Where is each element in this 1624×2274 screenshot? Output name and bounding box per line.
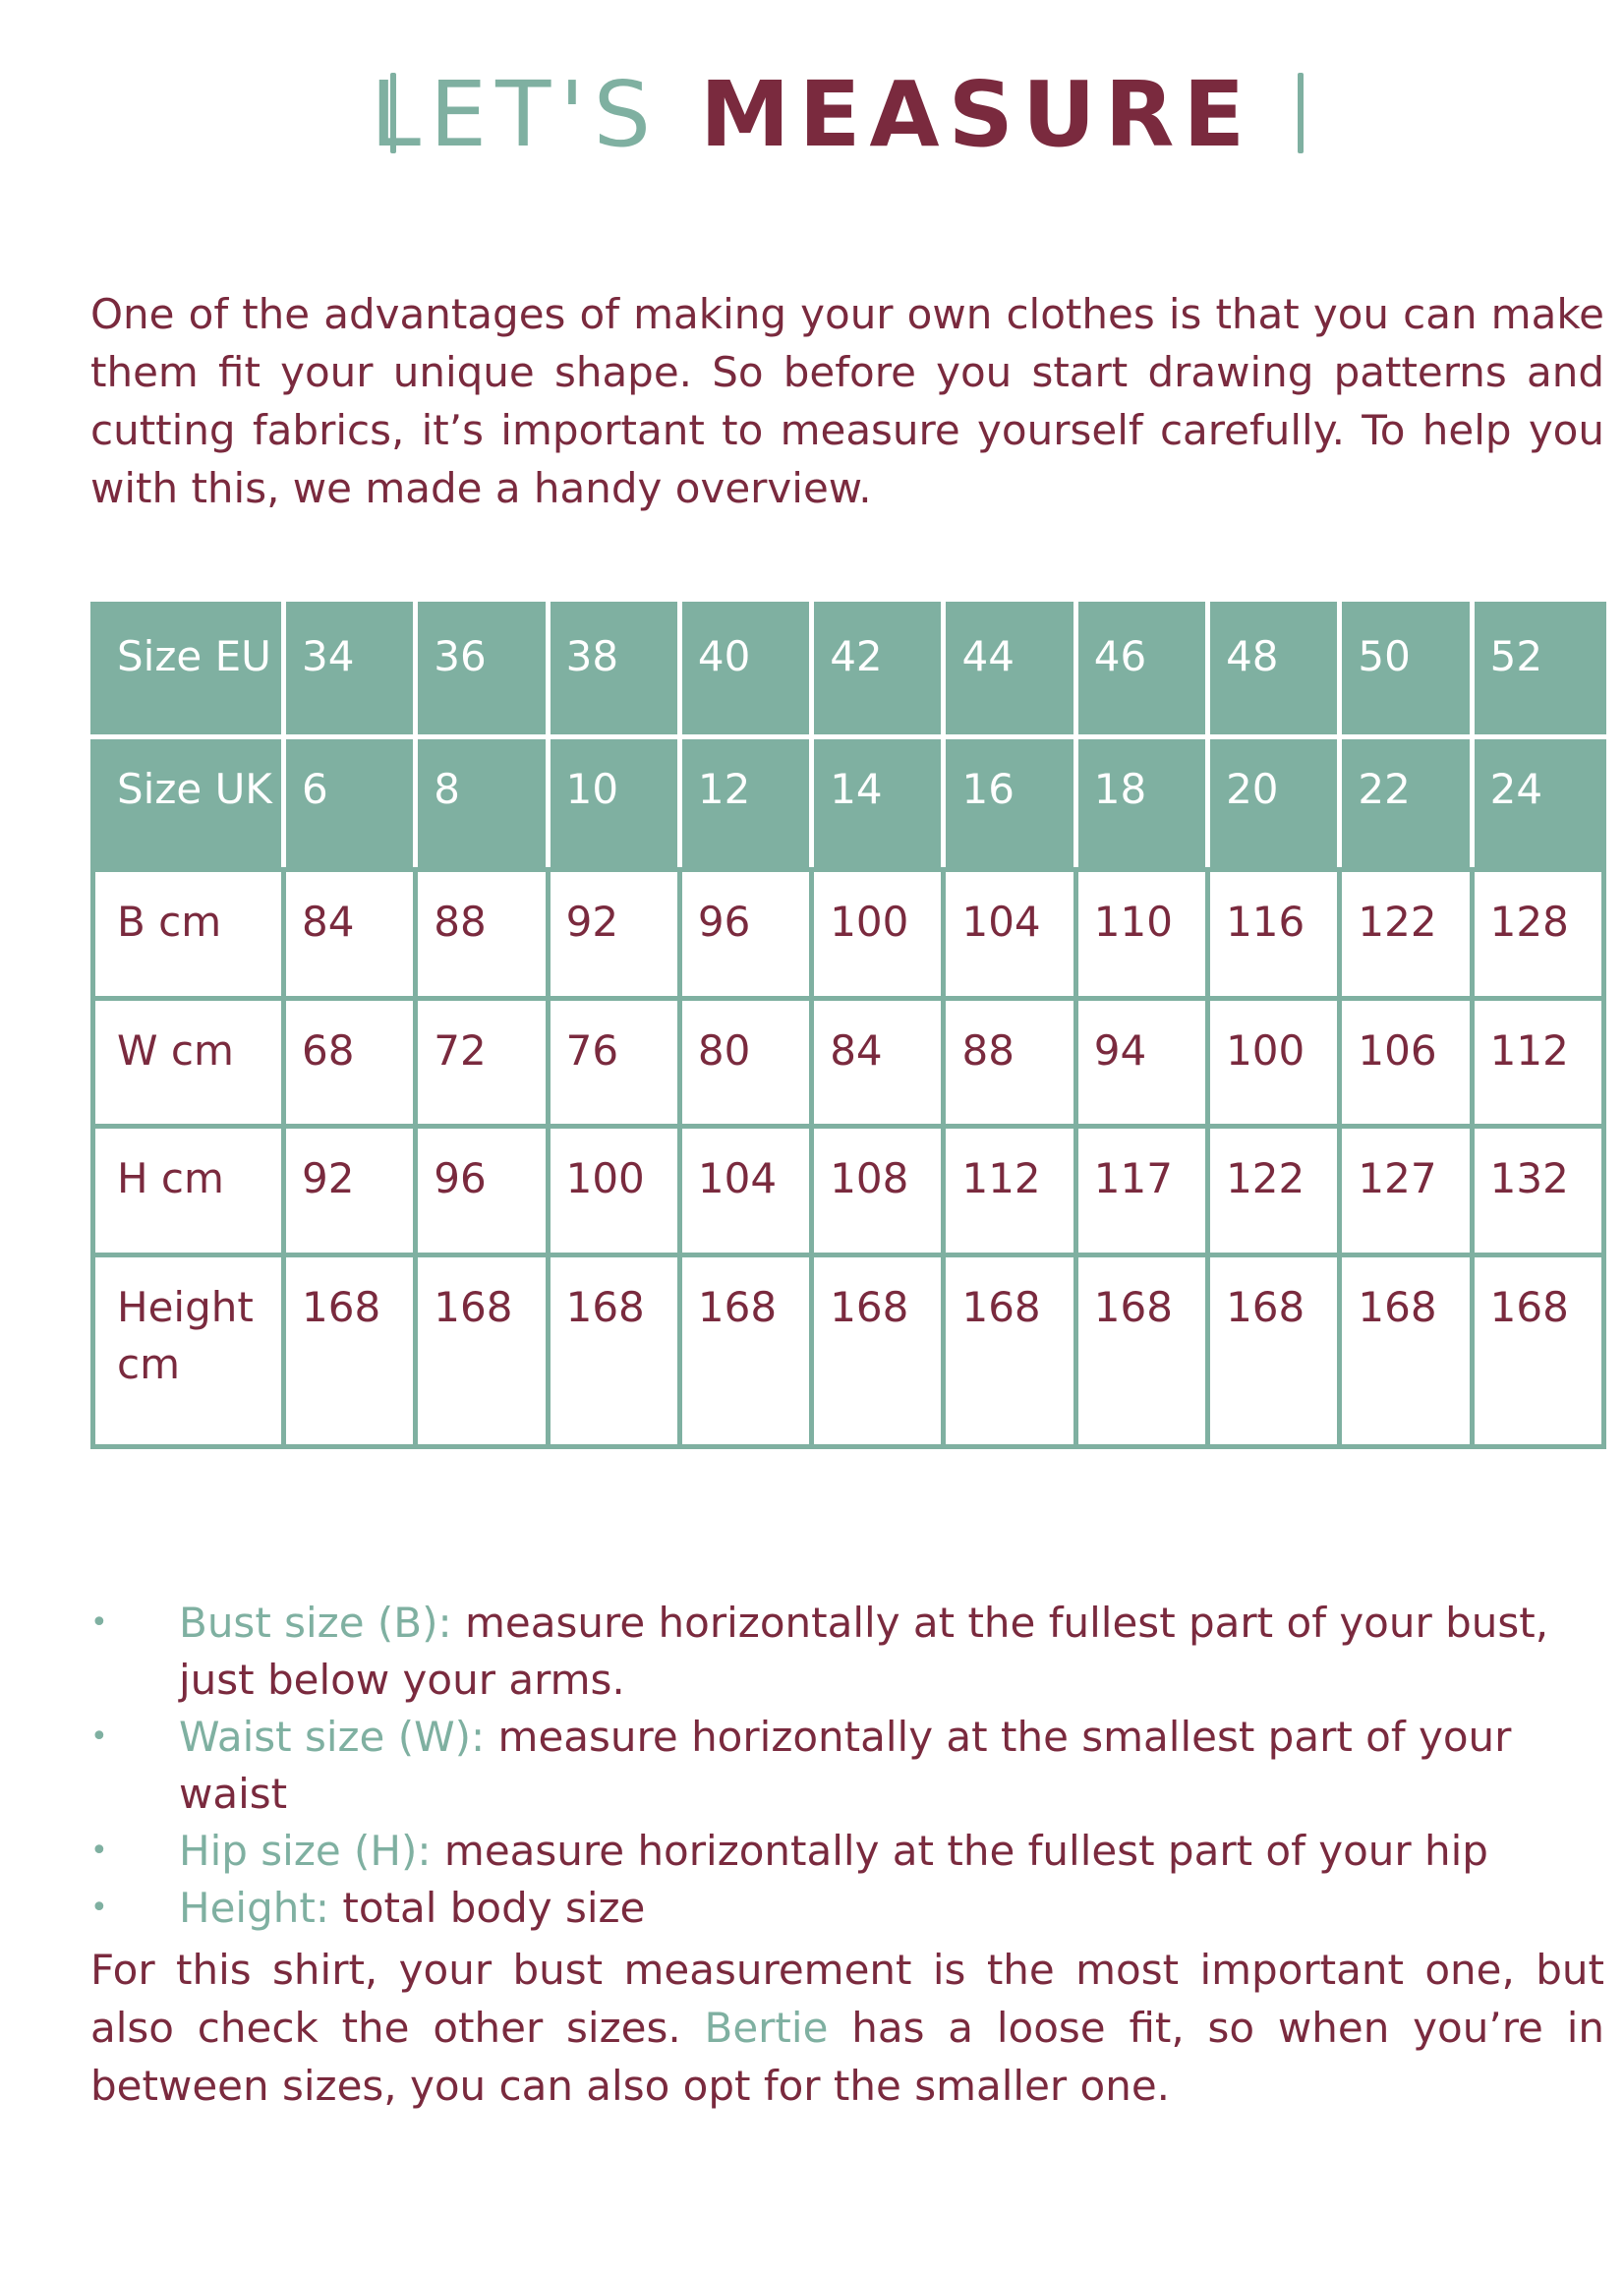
table-cell: 168 bbox=[1340, 1255, 1472, 1447]
table-cell: 168 bbox=[416, 1255, 548, 1447]
row-label: Size UK bbox=[93, 736, 284, 869]
title-part-2: MEASURE bbox=[700, 62, 1254, 167]
definition-text: total body size bbox=[329, 1884, 646, 1932]
table-cell: 100 bbox=[812, 869, 944, 998]
row-label: Height cm bbox=[93, 1255, 284, 1447]
table-cell: 46 bbox=[1075, 605, 1207, 737]
measurement-definitions bbox=[90, 1595, 1604, 1937]
table-cell: 132 bbox=[1472, 1127, 1603, 1255]
table-cell: 168 bbox=[812, 1255, 944, 1447]
table-cell: 110 bbox=[1075, 869, 1207, 998]
table-cell: 168 bbox=[1472, 1255, 1603, 1447]
table-cell: 88 bbox=[944, 998, 1075, 1127]
size-table bbox=[90, 602, 1606, 1449]
table-cell: 122 bbox=[1340, 869, 1472, 998]
table-cell: 72 bbox=[416, 998, 548, 1127]
table-cell: 104 bbox=[679, 1127, 811, 1255]
row-label: W cm bbox=[93, 998, 284, 1127]
table-cell: 10 bbox=[548, 736, 679, 869]
table-row bbox=[93, 736, 1604, 869]
table-cell: 96 bbox=[679, 869, 811, 998]
table-cell: 100 bbox=[1208, 998, 1340, 1127]
table-cell: 40 bbox=[679, 605, 811, 737]
row-label: H cm bbox=[93, 1127, 284, 1255]
table-cell: 122 bbox=[1208, 1127, 1340, 1255]
table-cell: 14 bbox=[812, 736, 944, 869]
outro-text-before: For this shirt, your bust measurement is the most important one, but also check the other sizes. bbox=[90, 1946, 1604, 2052]
list-item bbox=[90, 1880, 1604, 1937]
table-cell: 42 bbox=[812, 605, 944, 737]
table-row bbox=[93, 605, 1604, 737]
table-cell: 50 bbox=[1340, 605, 1472, 737]
table-row bbox=[93, 869, 1604, 998]
definition-text: measure horizontally at the fullest part of your hip bbox=[431, 1827, 1488, 1875]
outro-text-after: has a loose fit, so when you’re in between sizes, you can also opt for the smaller one. bbox=[90, 2004, 1604, 2110]
title-divider-right bbox=[1298, 73, 1304, 153]
table-cell: 128 bbox=[1472, 869, 1603, 998]
definition-term: Hip size (H): bbox=[179, 1827, 432, 1875]
table-cell: 34 bbox=[284, 605, 416, 737]
table-cell: 44 bbox=[944, 605, 1075, 737]
bullet-icon: • bbox=[90, 1720, 108, 1754]
table-cell: 76 bbox=[548, 998, 679, 1127]
table-cell: 100 bbox=[548, 1127, 679, 1255]
table-cell: 88 bbox=[416, 869, 548, 998]
table-cell: 52 bbox=[1472, 605, 1603, 737]
table-cell: 108 bbox=[812, 1127, 944, 1255]
title-part-1: LET'S bbox=[370, 62, 660, 167]
row-label: B cm bbox=[93, 869, 284, 998]
table-cell: 92 bbox=[284, 1127, 416, 1255]
table-cell: 168 bbox=[679, 1255, 811, 1447]
table-row bbox=[93, 1255, 1604, 1447]
table-cell: 22 bbox=[1340, 736, 1472, 869]
definition-text: measure horizontally at the fullest part of your bust, just below your arms. bbox=[179, 1599, 1549, 1704]
definition-term: Bust size (B): bbox=[179, 1599, 452, 1647]
list-item bbox=[90, 1823, 1604, 1880]
table-cell: 6 bbox=[284, 736, 416, 869]
table-cell: 94 bbox=[1075, 998, 1207, 1127]
table-cell: 106 bbox=[1340, 998, 1472, 1127]
table-cell: 80 bbox=[679, 998, 811, 1127]
bullet-icon: • bbox=[90, 1891, 108, 1925]
bullet-icon: • bbox=[90, 1605, 108, 1640]
table-cell: 117 bbox=[1075, 1127, 1207, 1255]
table-cell: 24 bbox=[1472, 736, 1603, 869]
table-cell: 168 bbox=[1075, 1255, 1207, 1447]
definition-term: Waist size (W): bbox=[179, 1713, 486, 1761]
title-row bbox=[0, 61, 1624, 169]
table-cell: 84 bbox=[812, 998, 944, 1127]
table-cell: 168 bbox=[548, 1255, 679, 1447]
outro-paragraph bbox=[90, 1941, 1604, 2115]
table-cell: 96 bbox=[416, 1127, 548, 1255]
list-item bbox=[90, 1709, 1604, 1823]
intro-paragraph: One of the advantages of making your own clothes is that you can make them fit your unique shape. So before you start drawing patterns and cutting fabrics, it’s important to measure yourself carefully. To help you with this, we made a handy overview. bbox=[90, 290, 1604, 512]
table-cell: 12 bbox=[679, 736, 811, 869]
table-cell: 38 bbox=[548, 605, 679, 737]
definition-term: Height: bbox=[179, 1884, 329, 1932]
table-cell: 168 bbox=[944, 1255, 1075, 1447]
table-cell: 168 bbox=[1208, 1255, 1340, 1447]
table-cell: 16 bbox=[944, 736, 1075, 869]
page-title bbox=[0, 61, 1624, 169]
bullet-icon: • bbox=[90, 1834, 108, 1868]
table-cell: 104 bbox=[944, 869, 1075, 998]
row-label: Size EU bbox=[93, 605, 284, 737]
table-row bbox=[93, 1127, 1604, 1255]
outro-highlight: Bertie bbox=[704, 2004, 829, 2052]
table-cell: 18 bbox=[1075, 736, 1207, 869]
table-row bbox=[93, 998, 1604, 1127]
table-cell: 168 bbox=[284, 1255, 416, 1447]
table-cell: 92 bbox=[548, 869, 679, 998]
table-cell: 112 bbox=[944, 1127, 1075, 1255]
table-cell: 116 bbox=[1208, 869, 1340, 998]
table-cell: 68 bbox=[284, 998, 416, 1127]
table-cell: 112 bbox=[1472, 998, 1603, 1127]
table-cell: 84 bbox=[284, 869, 416, 998]
table-cell: 36 bbox=[416, 605, 548, 737]
table-cell: 8 bbox=[416, 736, 548, 869]
list-item bbox=[90, 1595, 1604, 1709]
table-cell: 48 bbox=[1208, 605, 1340, 737]
table-cell: 20 bbox=[1208, 736, 1340, 869]
table-cell: 127 bbox=[1340, 1127, 1472, 1255]
definition-text: measure horizontally at the smallest part of your waist bbox=[179, 1713, 1512, 1818]
